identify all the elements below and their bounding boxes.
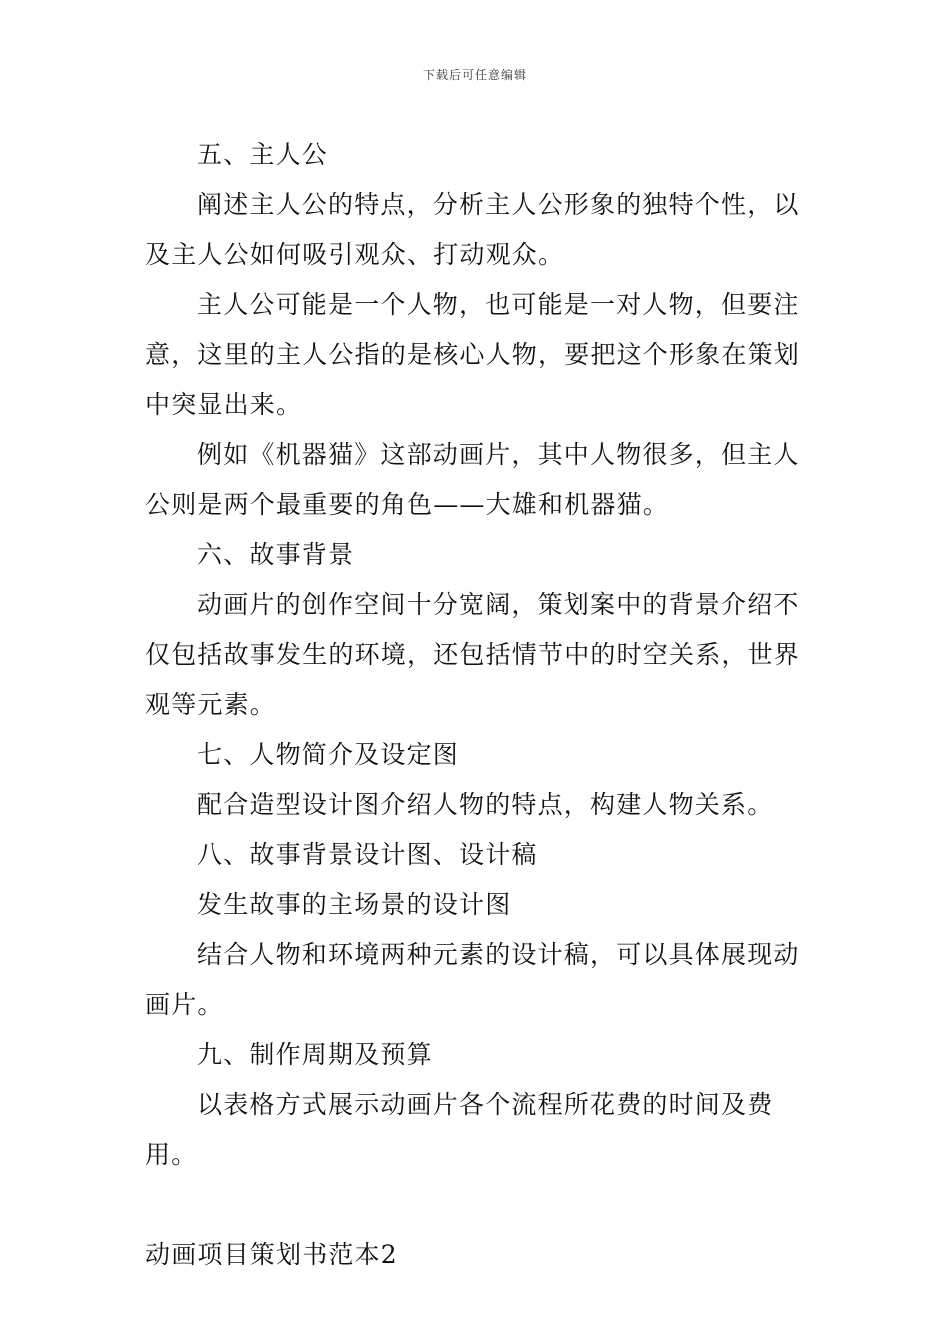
section-heading-background-design: 八、故事背景设计图、设计稿 — [197, 840, 538, 869]
page-header: 下载后可任意编辑 — [422, 68, 527, 82]
paragraph: 结合人物和环境两种元素的设计稿，可以具体展现动画片。 — [145, 940, 800, 1019]
document-body — [145, 130, 807, 1280]
document-section-title: 动画项目策划书范本2 — [145, 1240, 398, 1269]
section-heading-schedule-budget: 九、制作周期及预算 — [197, 1040, 433, 1069]
paragraph: 主人公可能是一个人物，也可能是一对人物，但要注意，这里的主人公指的是核心人物，要把这个形象在策划中突显出来。 — [145, 290, 801, 419]
spacer — [145, 1180, 807, 1230]
paragraph: 例如《机器猫》这部动画片，其中人物很多，但主人公则是两个最重要的角色——大雄和机器猫。 — [145, 440, 800, 519]
section-heading-background: 六、故事背景 — [197, 540, 355, 569]
paragraph: 动画片的创作空间十分宽阔，策划案中的背景介绍不仅包括故事发生的环境，还包括情节中的时空关系，世界观等元素。 — [145, 590, 801, 719]
section-heading-characters: 七、人物简介及设定图 — [197, 740, 460, 769]
paragraph: 配合造型设计图介绍人物的特点，构建人物关系。 — [197, 790, 774, 819]
paragraph: 以表格方式展示动画片各个流程所花费的时间及费用。 — [145, 1090, 774, 1169]
paragraph: 阐述主人公的特点，分析主人公形象的独特个性，以及主人公如何吸引观众、打动观众。 — [145, 190, 800, 269]
section-heading-protagonist: 五、主人公 — [197, 140, 329, 169]
paragraph: 发生故事的主场景的设计图 — [197, 890, 512, 919]
